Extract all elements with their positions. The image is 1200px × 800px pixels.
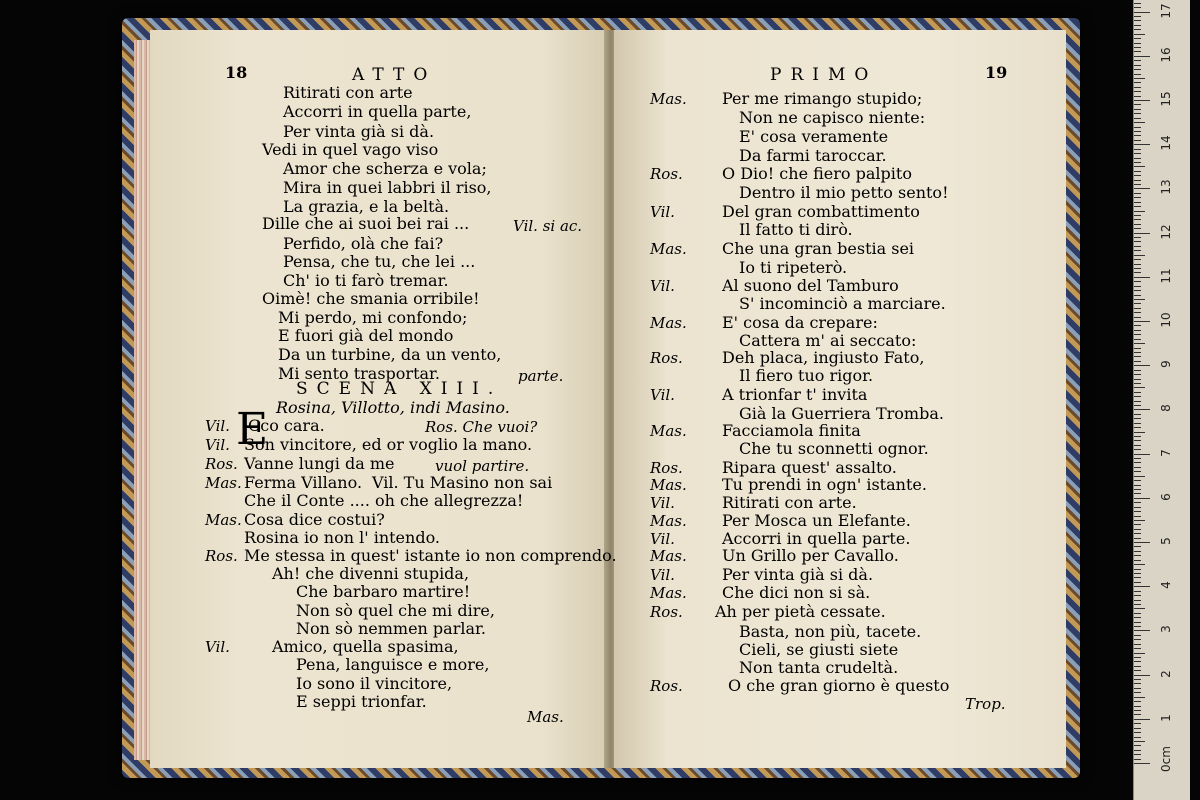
- ruler-tick: [1134, 423, 1141, 424]
- ruler-tick: [1134, 635, 1141, 636]
- ruler-tick: [1134, 675, 1150, 676]
- ruler-tick: [1134, 43, 1141, 44]
- ruler-tick: [1134, 113, 1141, 114]
- ruler-tick: [1134, 272, 1141, 273]
- verse-line: Del gran combattimento: [722, 202, 920, 221]
- ruler-tick: [1134, 701, 1141, 702]
- ruler-tick: [1134, 34, 1145, 35]
- ruler-tick: [1134, 255, 1145, 256]
- stage-direction: Vil. si ac.: [513, 217, 583, 235]
- ruler-tick: [1134, 432, 1145, 433]
- ruler-tick: [1134, 383, 1141, 384]
- ruler-tick: [1134, 69, 1141, 70]
- ruler-tick: [1134, 476, 1145, 477]
- verse-line: Cattera m' ai seccato:: [739, 331, 917, 350]
- ruler-tick: [1134, 396, 1141, 397]
- ruler-tick: [1134, 91, 1141, 92]
- ruler-tick: [1134, 560, 1141, 561]
- ruler-tick: [1134, 728, 1141, 729]
- ruler-tick: [1134, 745, 1141, 746]
- ruler-number: 13: [1159, 179, 1173, 196]
- verse-line: Dentro il mio petto sento!: [739, 183, 949, 202]
- ruler-tick: [1134, 719, 1150, 720]
- ruler-tick: [1134, 657, 1141, 658]
- speaker-label: Mas.: [650, 584, 687, 602]
- ruler-tick: [1134, 343, 1145, 344]
- ruler-tick: [1134, 3, 1141, 4]
- ruler-tick: [1134, 617, 1141, 618]
- verse-line: A trionfar t' invita: [722, 385, 868, 404]
- ruler-tick: [1134, 409, 1150, 410]
- ruler-tick: [1134, 763, 1150, 764]
- ruler-tick: [1134, 445, 1141, 446]
- ruler-tick: [1134, 78, 1145, 79]
- stage-direction: Vil. Tu Masino non sai: [372, 473, 553, 492]
- verse-line: Tu prendi in ogn' istante.: [722, 475, 927, 494]
- speaker-label: Vil.: [650, 386, 675, 404]
- ruler-tick: [1134, 312, 1141, 313]
- ruler-tick: [1134, 542, 1150, 543]
- ruler-tick: [1134, 131, 1141, 132]
- ruler-tick: [1134, 224, 1141, 225]
- verse-line: O Dio! che fiero palpito: [722, 164, 912, 183]
- verse-line: Da un turbine, da un vento,: [278, 345, 502, 364]
- ruler-tick: [1134, 361, 1141, 362]
- ruler-number: 11: [1159, 268, 1173, 284]
- ruler-tick: [1134, 754, 1141, 755]
- ruler-tick: [1134, 51, 1141, 52]
- speaker-label: Ros.: [205, 455, 238, 473]
- ruler-tick: [1134, 493, 1141, 494]
- ruler-tick: [1134, 498, 1150, 499]
- ruler-tick: [1134, 577, 1141, 578]
- verse-line: E' cosa veramente: [739, 127, 889, 146]
- ruler-tick: [1134, 29, 1141, 30]
- verse-line: Io sono il vincitore,: [296, 674, 453, 693]
- ruler-tick: [1134, 317, 1141, 318]
- ruler-tick: [1134, 551, 1141, 552]
- verse-line: Ripara quest' assalto.: [722, 458, 897, 477]
- ruler-tick: [1134, 670, 1141, 671]
- verse-line: Che il Conte .... oh che allegrezza!: [244, 491, 524, 510]
- verse-line: Mira in quei labbri il riso,: [283, 178, 492, 197]
- ruler-number: 6: [1159, 492, 1173, 501]
- ruler-tick: [1134, 639, 1141, 640]
- ruler-tick: [1134, 127, 1141, 128]
- verse-line: Vanne lungi da me: [244, 454, 395, 473]
- catchword: Trop.: [965, 695, 1006, 713]
- ruler-tick: [1134, 507, 1141, 508]
- ruler-tick: [1134, 706, 1141, 707]
- ruler-tick: [1134, 135, 1141, 136]
- ruler-tick: [1134, 122, 1145, 123]
- verse-line: Cco cara.: [248, 416, 325, 435]
- speaker-label: Vil.: [650, 530, 675, 548]
- verse-line: Deh placa, ingiusto Fato,: [722, 348, 925, 367]
- ruler-tick: [1134, 630, 1150, 631]
- ruler-tick: [1134, 688, 1141, 689]
- ruler-tick: [1134, 732, 1141, 733]
- ruler-tick: [1134, 737, 1141, 738]
- ruler-tick: [1134, 149, 1141, 150]
- ruler-tick: [1134, 56, 1150, 57]
- ruler-tick: [1134, 387, 1145, 388]
- ruler-tick: [1134, 573, 1141, 574]
- ruler-tick: [1134, 153, 1141, 154]
- ruler-tick: [1134, 370, 1141, 371]
- ruler-tick: [1134, 215, 1141, 216]
- ruler-number: 0cm: [1159, 746, 1173, 772]
- ruler-tick: [1134, 74, 1141, 75]
- speaker-label: Mas.: [650, 547, 687, 565]
- ruler-tick: [1134, 20, 1141, 21]
- ruler-tick: [1134, 330, 1141, 331]
- ruler-number: 7: [1159, 448, 1173, 457]
- ruler-number: 4: [1159, 581, 1173, 590]
- ruler-tick: [1134, 538, 1141, 539]
- ruler-tick: [1134, 379, 1141, 380]
- ruler-tick: [1134, 171, 1141, 172]
- ruler-tick: [1134, 233, 1150, 234]
- drop-cap: E: [236, 404, 269, 455]
- ruler-tick: [1134, 471, 1141, 472]
- ruler-tick: [1134, 569, 1141, 570]
- ruler-tick: [1134, 188, 1150, 189]
- speaker-label: Ros.: [650, 459, 683, 477]
- ruler-tick: [1134, 418, 1141, 419]
- verse-line: Al suono del Tamburo: [722, 276, 899, 295]
- verse-line: Pena, languisce e more,: [296, 655, 490, 674]
- verse-line: Mi perdo, mi confondo;: [278, 308, 468, 327]
- ruler-tick: [1134, 339, 1141, 340]
- ruler-tick: [1134, 608, 1145, 609]
- verse-line: Basta, non più, tacete.: [739, 622, 922, 641]
- verse-line: Non sò quel che mi dire,: [296, 601, 495, 620]
- ruler-tick: [1134, 219, 1141, 220]
- ruler-tick: [1134, 666, 1141, 667]
- ruler-tick: [1134, 96, 1141, 97]
- ruler-tick: [1134, 299, 1145, 300]
- ruler-tick: [1134, 683, 1141, 684]
- verse-line: La grazia, e la beltà.: [283, 197, 450, 216]
- verse-line: Oimè! che smania orribile!: [262, 289, 480, 308]
- ruler-tick: [1134, 723, 1141, 724]
- ruler-tick: [1134, 184, 1141, 185]
- verse-line: S' incominciò a marciare.: [739, 294, 946, 313]
- verse-line: Accorri in quella parte,: [283, 102, 472, 121]
- ruler-tick: [1134, 613, 1141, 614]
- ruler-tick: [1134, 228, 1141, 229]
- speaker-label: Ros.: [650, 349, 683, 367]
- ruler-tick: [1134, 622, 1141, 623]
- ruler-tick: [1134, 555, 1141, 556]
- verse-line: Son vincitore, ed or voglio la mano.: [244, 435, 533, 454]
- ruler-tick: [1134, 144, 1150, 145]
- speaker-label: Ros.: [650, 603, 683, 621]
- verse-line: Il fiero tuo rigor.: [739, 366, 874, 385]
- ruler-tick: [1134, 436, 1141, 437]
- ruler-tick: [1134, 264, 1141, 265]
- ruler-tick: [1134, 392, 1141, 393]
- ruler-tick: [1134, 295, 1141, 296]
- ruler-tick: [1134, 7, 1141, 8]
- ruler-number: 16: [1159, 47, 1173, 63]
- ruler-tick: [1134, 626, 1141, 627]
- ruler-tick: [1134, 516, 1141, 517]
- ruler-tick: [1134, 454, 1150, 455]
- ruler-number: 12: [1159, 223, 1173, 240]
- ruler-tick: [1134, 604, 1141, 605]
- ruler-tick: [1134, 374, 1141, 375]
- ruler-tick: [1134, 118, 1141, 119]
- ruler-tick: [1134, 104, 1141, 105]
- ruler-tick: [1134, 591, 1141, 592]
- ruler-tick: [1134, 502, 1141, 503]
- ruler-tick: [1134, 259, 1141, 260]
- ruler-tick: [1134, 237, 1141, 238]
- ruler-tick: [1134, 458, 1141, 459]
- verse-line: Mi sento trasportar.: [278, 364, 441, 383]
- ruler-tick: [1134, 741, 1145, 742]
- speaker-label: Ros.: [650, 677, 683, 695]
- verse-line: Che una gran bestia sei: [722, 239, 915, 258]
- ruler-tick: [1134, 206, 1141, 207]
- ruler-tick: [1134, 414, 1141, 415]
- speaker-label: Mas.: [650, 476, 687, 494]
- speaker-label: Mas.: [650, 314, 687, 332]
- ruler-tick: [1134, 268, 1141, 269]
- ruler-tick: [1134, 250, 1141, 251]
- verse-line: Me stessa in quest' istante io non comprendo.: [244, 546, 617, 565]
- ruler-tick: [1134, 661, 1141, 662]
- ruler-tick: [1134, 365, 1150, 366]
- verse-line: Pensa, che tu, che lei ...: [283, 252, 476, 271]
- ruler-tick: [1134, 653, 1145, 654]
- ruler-tick: [1134, 586, 1150, 587]
- ruler-tick: [1134, 440, 1141, 441]
- ruler-tick: [1134, 286, 1141, 287]
- verse-line: Amico, quella spasima,: [272, 637, 459, 656]
- ruler-tick: [1134, 16, 1141, 17]
- verse-line: Facciamola finita: [722, 421, 861, 440]
- ruler-tick: [1134, 692, 1141, 693]
- ruler-tick: [1134, 202, 1141, 203]
- ruler-tick: [1134, 38, 1141, 39]
- verse-line: Per Mosca un Elefante.: [722, 511, 911, 530]
- verse-line: E' cosa da crepare:: [722, 313, 878, 332]
- verse-line: Non ne capisco niente:: [739, 108, 926, 127]
- ruler-tick: [1134, 449, 1141, 450]
- verse-line: Vedi in quel vago viso: [262, 140, 439, 159]
- ruler-tick: [1134, 401, 1141, 402]
- speaker-label: Mas.: [205, 474, 242, 492]
- ruler-tick: [1134, 595, 1141, 596]
- ruler-number: 2: [1159, 669, 1173, 678]
- ruler-tick: [1134, 679, 1141, 680]
- ruler-tick: [1134, 140, 1141, 141]
- ruler-number: 10: [1159, 312, 1173, 328]
- ruler-number: 15: [1159, 91, 1173, 107]
- ruler-tick: [1134, 158, 1141, 159]
- stage-direction: vuol partire.: [435, 457, 530, 475]
- verse-line: Che dici non si sà.: [722, 583, 871, 602]
- ruler-number: 8: [1159, 404, 1173, 413]
- verse-line: Il fatto ti dirò.: [739, 220, 853, 239]
- ruler-tick: [1134, 87, 1141, 88]
- verse-line: Perfido, olà che fai?: [283, 234, 444, 253]
- verse-line: Cieli, se giusti siete: [739, 640, 899, 659]
- speaker-label: Vil.: [205, 436, 230, 454]
- verse-line: Ritirati con arte: [283, 83, 413, 102]
- ruler-tick: [1134, 759, 1141, 760]
- speaker-label: Mas.: [650, 240, 687, 258]
- ruler-number: 5: [1159, 537, 1173, 545]
- speaker-label: Ros.: [205, 547, 238, 565]
- ruler-tick: [1134, 109, 1141, 110]
- verse-line: Rosina, Villotto, indi Masino.: [276, 398, 510, 417]
- verse-line: Già la Guerriera Tromba.: [739, 404, 944, 423]
- ruler-tick: [1134, 281, 1141, 282]
- verse-line: Non tanta crudeltà.: [739, 658, 899, 677]
- ruler-tick: [1134, 290, 1141, 291]
- page-number: 18: [225, 63, 248, 82]
- verse-line: Accorri in quella parte.: [722, 529, 911, 548]
- ruler-tick: [1134, 193, 1141, 194]
- verse-line: Ritirati con arte.: [722, 493, 857, 512]
- ruler-tick: [1134, 25, 1141, 26]
- ruler-tick: [1134, 546, 1141, 547]
- ruler-tick: [1134, 197, 1141, 198]
- ruler-tick: [1134, 600, 1141, 601]
- ruler-tick: [1134, 308, 1141, 309]
- ruler-tick: [1134, 524, 1141, 525]
- ruler-tick: [1134, 321, 1150, 322]
- ruler-tick: [1134, 405, 1141, 406]
- ruler-number: 14: [1159, 135, 1173, 151]
- catchword: Mas.: [527, 708, 564, 726]
- ruler-tick: [1134, 644, 1141, 645]
- ruler-tick: [1134, 12, 1150, 13]
- ruler-tick: [1134, 462, 1141, 463]
- verse-line: Ah! che divenni stupida,: [272, 564, 470, 583]
- ruler-number: 9: [1159, 360, 1173, 369]
- verse-line: Ferma Villano.: [244, 473, 363, 492]
- verse-line: Da farmi taroccar.: [739, 146, 887, 165]
- ruler-tick: [1134, 82, 1141, 83]
- ruler-tick: [1134, 750, 1141, 751]
- verse-line: E fuori già del mondo: [278, 326, 454, 345]
- ruler-tick: [1134, 162, 1141, 163]
- speaker-label: Vil.: [650, 203, 675, 221]
- ruler-number: 17: [1159, 2, 1173, 19]
- stage-direction: Ros. Che vuoi?: [425, 418, 538, 436]
- ruler-tick: [1134, 714, 1141, 715]
- ruler-tick: [1134, 427, 1141, 428]
- verse-line: Cosa dice costui?: [244, 510, 385, 529]
- verse-line: Dille che ai suoi bei rai ...: [262, 214, 470, 233]
- speaker-label: Vil.: [205, 638, 230, 656]
- ruler-tick: [1134, 65, 1141, 66]
- measuring-ruler: [1133, 0, 1190, 800]
- ruler-tick: [1134, 325, 1141, 326]
- ruler-tick: [1134, 467, 1141, 468]
- verse-line: Io ti ripeterò.: [739, 258, 848, 277]
- verse-line: Per vinta già si dà.: [283, 122, 435, 141]
- speaker-label: Vil.: [650, 277, 675, 295]
- verse-line: Che barbaro martire!: [296, 582, 471, 601]
- ruler-tick: [1134, 334, 1141, 335]
- ruler-tick: [1134, 352, 1141, 353]
- ruler-tick: [1134, 180, 1141, 181]
- ruler-tick: [1134, 246, 1141, 247]
- ruler-tick: [1134, 533, 1141, 534]
- speaker-label: Mas.: [205, 511, 242, 529]
- ruler-tick: [1134, 697, 1145, 698]
- speaker-label: Mas.: [650, 90, 687, 108]
- ruler-tick: [1134, 47, 1141, 48]
- ruler-tick: [1134, 564, 1145, 565]
- running-header: ATTO: [352, 65, 437, 85]
- ruler-tick: [1134, 529, 1141, 530]
- verse-line: Per vinta già si dà.: [722, 565, 874, 584]
- stage-direction: parte.: [518, 367, 564, 385]
- verse-line: O che gran giorno è questo: [728, 676, 950, 695]
- ruler-tick: [1134, 211, 1145, 212]
- speaker-label: Vil.: [650, 494, 675, 512]
- ruler-tick: [1134, 356, 1141, 357]
- ruler-tick: [1134, 480, 1141, 481]
- ruler-tick: [1134, 277, 1150, 278]
- ruler-tick: [1134, 511, 1141, 512]
- ruler-tick: [1134, 582, 1141, 583]
- page-number: 19: [985, 63, 1008, 82]
- ruler-tick: [1134, 710, 1141, 711]
- speaker-label: Vil.: [650, 566, 675, 584]
- ruler-tick: [1134, 485, 1141, 486]
- ruler-tick: [1134, 60, 1141, 61]
- ruler-number: 1: [1159, 713, 1173, 722]
- ruler-tick: [1134, 303, 1141, 304]
- ruler-number: 3: [1159, 625, 1173, 634]
- ruler-tick: [1134, 348, 1141, 349]
- speaker-label: Mas.: [650, 422, 687, 440]
- verse-line: Per me rimango stupido;: [722, 89, 923, 108]
- ruler-tick: [1134, 100, 1150, 101]
- verse-line: Ah per pietà cessate.: [715, 602, 886, 621]
- scene-heading: SCENA XIII.: [296, 379, 503, 399]
- speaker-label: Mas.: [650, 512, 687, 530]
- verse-line: Non sò nemmen parlar.: [296, 619, 486, 638]
- ruler-tick: [1134, 520, 1145, 521]
- verse-line: E seppi trionfar.: [296, 692, 427, 711]
- speaker-label: Vil.: [205, 417, 230, 435]
- ruler-tick: [1134, 648, 1141, 649]
- verse-line: Amor che scherza e vola;: [283, 159, 487, 178]
- verse-line: Rosina io non l' intendo.: [244, 528, 441, 547]
- verse-line: Che tu sconnetti ognor.: [739, 439, 929, 458]
- ruler-tick: [1134, 166, 1145, 167]
- ruler-tick: [1134, 175, 1141, 176]
- ruler-tick: [1134, 241, 1141, 242]
- verse-line: Ch' io ti farò tremar.: [283, 271, 449, 290]
- running-header: PRIMO: [770, 65, 878, 85]
- speaker-label: Ros.: [650, 165, 683, 183]
- ruler-tick: [1134, 489, 1141, 490]
- verse-line: Un Grillo per Cavallo.: [722, 546, 899, 565]
